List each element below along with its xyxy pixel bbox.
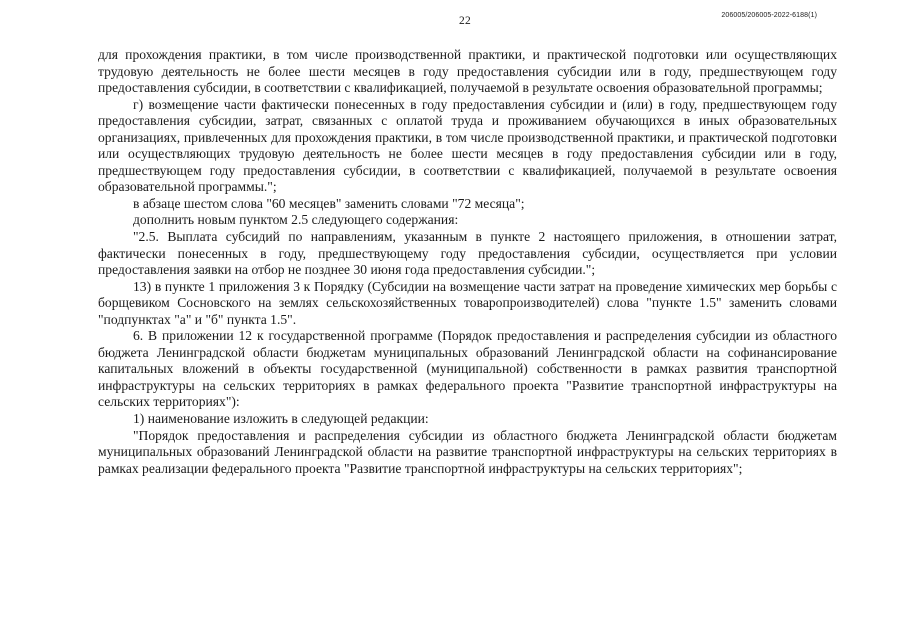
document-body — [98, 47, 837, 477]
paragraph-item-13: 13) в пункте 1 приложения 3 к Порядку (Субсидии на возмещение части затрат на проведение химических мер борьбы с борщевиком Сосновского на землях сельскохозяйственных товаропроизводителей) слова "пункте 1.5" заменить словами "подпунктах "а" и "б" пункта 1.5". — [98, 278, 837, 327]
paragraph-item-g: г) возмещение части фактически понесенных в году предоставления субсидии и (или) в году, предшествующем году предоставления субсидии, затрат, связанных с оплатой труда и проживанием обучающихся в иных образовательных организациях, привлеченных для прохождения практики, в том числе производственной практики, и практической подготовки или осуществляющих трудовую деятельность не более шести месяцев в году предоставления субсидии или в году, предшествующем году предоставления субсидии, в соответствии с квалификацией, получаемой в результате освоения образовательной программы."; — [98, 96, 837, 195]
paragraph-section-6: 6. В приложении 12 к государственной программе (Порядок предоставления и распределения субсидии из областного бюджета Ленинградской области бюджетам муниципальных образований Ленинградской области на софинансирование капитальных вложений в объекты государственной (муниципальной) собственности в рамках развития транспортной инфраструктуры на сельских территориях в рамках федерального проекта "Развитие транспортной инфраструктуры на сельских территориях"): — [98, 328, 837, 410]
paragraph-continuation: для прохождения практики, в том числе производственной практики, и практической подготовки или осуществляющих трудовую деятельность не более шести месяцев в году предоставления субсидии или в году, предшествующем году предоставления субсидии, в соответствии с квалификацией, получаемой в результате освоения образовательной программы; — [98, 47, 837, 96]
paragraph-point-2-5: "2.5. Выплата субсидий по направлениям, указанным в пункте 2 настоящего приложения, в отношении затрат, фактически понесенных в году, предшествующему году предоставления субсидии, осуществляется при условии предоставления заявки на отбор не позднее 30 июня года предоставления субсидии."; — [98, 229, 837, 278]
paragraph-add-point-2-5: дополнить новым пунктом 2.5 следующего содержания: — [133, 212, 459, 228]
document-code: 206005/206005-2022-6188(1) — [721, 12, 817, 19]
paragraph-new-title: "Порядок предоставления и распределения субсидии из областного бюджета Ленинградской области бюджетам муниципальных образований Ленинградской области на развитие транспортной инфраструктуры на сельских территориях в рамках реализации федерального проекта "Развитие транспортной инфраструктуры на сельских территориях"; — [98, 427, 837, 476]
paragraph-item-1-title: 1) наименование изложить в следующей редакции: — [133, 411, 429, 427]
page-number: 22 — [459, 15, 471, 27]
paragraph-amendment-60-months: в абзаце шестом слова "60 месяцев" заменить словами "72 месяца"; — [133, 195, 525, 211]
